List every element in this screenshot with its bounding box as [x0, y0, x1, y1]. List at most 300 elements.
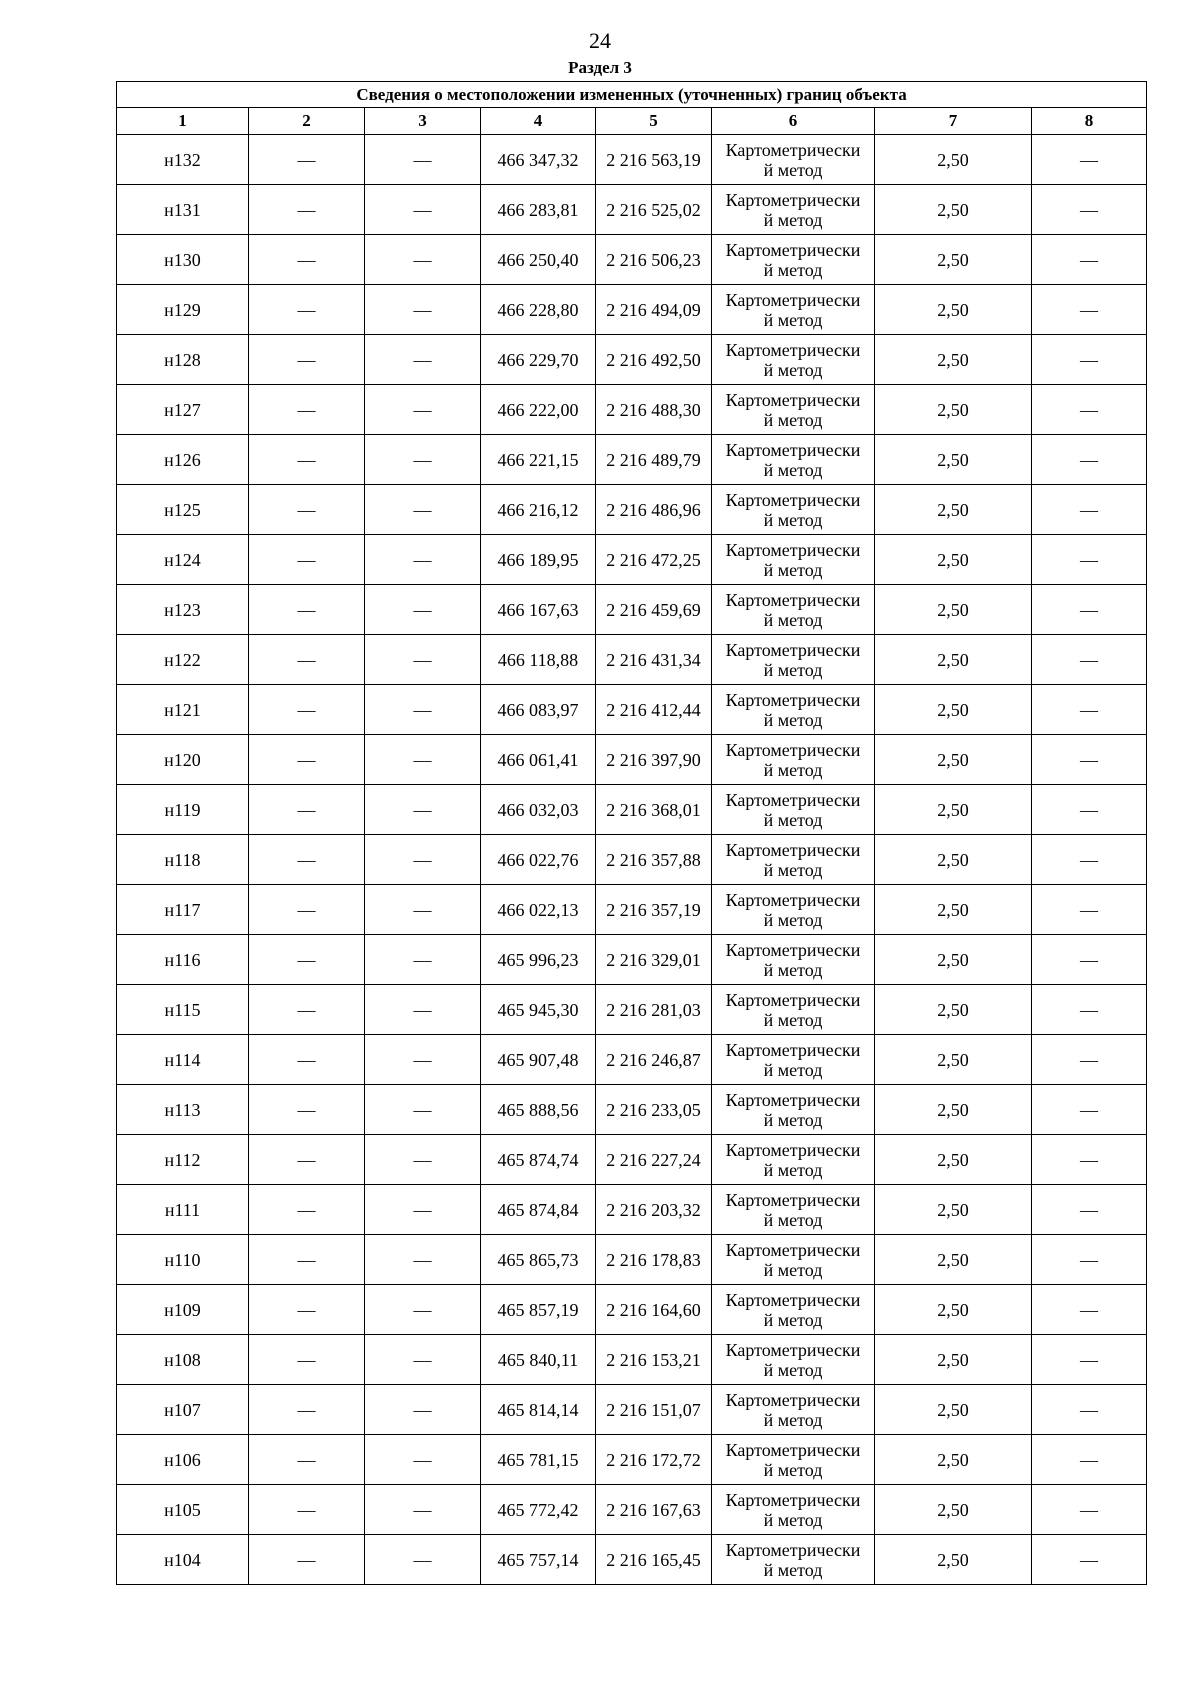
new-x-coordinate: 466 228,80 — [481, 285, 596, 335]
method-cell — [712, 535, 875, 585]
new-y-coordinate: 2 216 489,79 — [596, 435, 712, 485]
point-id: н120 — [117, 735, 249, 785]
new-x-coordinate: 466 083,97 — [481, 685, 596, 735]
method-line-2: й метод — [763, 1259, 823, 1280]
method-cell — [712, 1135, 875, 1185]
method-cell — [712, 985, 875, 1035]
point-id: н105 — [117, 1485, 249, 1535]
new-x-coordinate: 466 022,76 — [481, 835, 596, 885]
description-cell: — — [1032, 185, 1147, 235]
new-x-coordinate: 466 167,63 — [481, 585, 596, 635]
point-id: н108 — [117, 1335, 249, 1385]
method-line-1: Картометрически — [725, 489, 861, 510]
method-line-1: Картометрически — [725, 839, 861, 860]
method-line-2: й метод — [763, 309, 823, 330]
new-y-coordinate: 2 216 153,21 — [596, 1335, 712, 1385]
new-x-coordinate: 465 874,74 — [481, 1135, 596, 1185]
method-line-1: Картометрически — [725, 389, 861, 410]
old-y-cell: — — [365, 635, 481, 685]
method-line-1: Картометрически — [725, 1389, 861, 1410]
new-x-coordinate: 466 032,03 — [481, 785, 596, 835]
method-line-1: Картометрически — [725, 689, 861, 710]
precision-value: 2,50 — [875, 435, 1032, 485]
description-cell: — — [1032, 635, 1147, 685]
point-id: н122 — [117, 635, 249, 685]
table-row — [117, 1235, 1147, 1285]
table-row — [117, 285, 1147, 335]
method-line-1: Картометрически — [725, 1189, 861, 1210]
table-row — [117, 1485, 1147, 1535]
description-cell: — — [1032, 1535, 1147, 1585]
table-row — [117, 185, 1147, 235]
method-line-1: Картометрически — [725, 189, 861, 210]
method-cell — [712, 685, 875, 735]
old-x-cell: — — [249, 985, 365, 1035]
method-cell — [712, 1035, 875, 1085]
method-cell — [712, 1285, 875, 1335]
old-y-cell: — — [365, 1085, 481, 1135]
new-y-coordinate: 2 216 246,87 — [596, 1035, 712, 1085]
table-row — [117, 535, 1147, 585]
precision-value: 2,50 — [875, 1335, 1032, 1385]
new-x-coordinate: 465 857,19 — [481, 1285, 596, 1335]
old-x-cell: — — [249, 1535, 365, 1585]
old-y-cell: — — [365, 185, 481, 235]
method-line-2: й метод — [763, 759, 823, 780]
new-y-coordinate: 2 216 506,23 — [596, 235, 712, 285]
method-cell — [712, 335, 875, 385]
old-x-cell: — — [249, 885, 365, 935]
method-cell — [712, 835, 875, 885]
old-y-cell: — — [365, 1535, 481, 1585]
method-line-1: Картометрически — [725, 1289, 861, 1310]
table-row — [117, 785, 1147, 835]
precision-value: 2,50 — [875, 1535, 1032, 1585]
method-line-2: й метод — [763, 159, 823, 180]
precision-value: 2,50 — [875, 535, 1032, 585]
point-id: н127 — [117, 385, 249, 435]
method-cell — [712, 635, 875, 685]
old-y-cell: — — [365, 1435, 481, 1485]
old-y-cell: — — [365, 935, 481, 985]
description-cell: — — [1032, 885, 1147, 935]
old-x-cell: — — [249, 1085, 365, 1135]
precision-value: 2,50 — [875, 985, 1032, 1035]
old-x-cell: — — [249, 635, 365, 685]
method-line-2: й метод — [763, 209, 823, 230]
new-y-coordinate: 2 216 459,69 — [596, 585, 712, 635]
column-header: 7 — [875, 108, 1032, 135]
new-x-coordinate: 466 118,88 — [481, 635, 596, 685]
description-cell: — — [1032, 235, 1147, 285]
method-cell — [712, 1235, 875, 1285]
method-cell — [712, 885, 875, 935]
old-y-cell: — — [365, 1385, 481, 1435]
method-cell — [712, 585, 875, 635]
column-header: 5 — [596, 108, 712, 135]
method-cell — [712, 435, 875, 485]
precision-value: 2,50 — [875, 885, 1032, 935]
point-id: н125 — [117, 485, 249, 535]
table-row — [117, 735, 1147, 785]
new-x-coordinate: 466 216,12 — [481, 485, 596, 535]
column-number-row — [117, 108, 1147, 135]
table-row — [117, 935, 1147, 985]
method-line-2: й метод — [763, 1559, 823, 1580]
point-id: н118 — [117, 835, 249, 885]
old-y-cell: — — [365, 1335, 481, 1385]
new-x-coordinate: 465 907,48 — [481, 1035, 596, 1085]
table-row — [117, 1085, 1147, 1135]
new-y-coordinate: 2 216 525,02 — [596, 185, 712, 235]
old-y-cell: — — [365, 435, 481, 485]
table-row — [117, 685, 1147, 735]
method-line-2: й метод — [763, 1059, 823, 1080]
old-x-cell: — — [249, 585, 365, 635]
old-y-cell: — — [365, 335, 481, 385]
point-id: н113 — [117, 1085, 249, 1135]
method-line-1: Картометрически — [725, 139, 861, 160]
old-x-cell: — — [249, 1185, 365, 1235]
method-cell — [712, 285, 875, 335]
new-y-coordinate: 2 216 233,05 — [596, 1085, 712, 1135]
description-cell: — — [1032, 1035, 1147, 1085]
new-y-coordinate: 2 216 486,96 — [596, 485, 712, 535]
precision-value: 2,50 — [875, 835, 1032, 885]
method-line-1: Картометрически — [725, 989, 861, 1010]
table-row — [117, 1285, 1147, 1335]
table-row — [117, 1335, 1147, 1385]
method-line-2: й метод — [763, 409, 823, 430]
precision-value: 2,50 — [875, 485, 1032, 535]
method-line-2: й метод — [763, 859, 823, 880]
old-x-cell: — — [249, 1135, 365, 1185]
new-y-coordinate: 2 216 472,25 — [596, 535, 712, 585]
old-x-cell: — — [249, 485, 365, 535]
boundary-coordinates-table — [116, 81, 1147, 1585]
method-line-2: й метод — [763, 1459, 823, 1480]
point-id: н111 — [117, 1185, 249, 1235]
table-row — [117, 435, 1147, 485]
method-cell — [712, 185, 875, 235]
method-line-1: Картометрически — [725, 1139, 861, 1160]
point-id: н129 — [117, 285, 249, 335]
table-row — [117, 585, 1147, 635]
column-header: 2 — [249, 108, 365, 135]
description-cell: — — [1032, 1185, 1147, 1235]
method-line-1: Картометрически — [725, 789, 861, 810]
old-y-cell: — — [365, 785, 481, 835]
new-y-coordinate: 2 216 178,83 — [596, 1235, 712, 1285]
table-row — [117, 1535, 1147, 1585]
description-cell: — — [1032, 535, 1147, 585]
section-label: Раздел 3 — [568, 58, 632, 77]
page-number: 24 — [589, 28, 611, 53]
precision-value: 2,50 — [875, 135, 1032, 185]
precision-value: 2,50 — [875, 1135, 1032, 1185]
method-line-1: Картометрически — [725, 939, 861, 960]
point-id: н130 — [117, 235, 249, 285]
method-line-1: Картометрически — [725, 889, 861, 910]
new-x-coordinate: 465 757,14 — [481, 1535, 596, 1585]
new-y-coordinate: 2 216 488,30 — [596, 385, 712, 435]
method-line-2: й метод — [763, 1159, 823, 1180]
old-x-cell: — — [249, 135, 365, 185]
method-cell — [712, 785, 875, 835]
method-cell — [712, 1085, 875, 1135]
precision-value: 2,50 — [875, 235, 1032, 285]
method-line-2: й метод — [763, 1009, 823, 1030]
new-y-coordinate: 2 216 227,24 — [596, 1135, 712, 1185]
precision-value: 2,50 — [875, 1035, 1032, 1085]
description-cell: — — [1032, 835, 1147, 885]
new-x-coordinate: 466 347,32 — [481, 135, 596, 185]
description-cell: — — [1032, 385, 1147, 435]
new-y-coordinate: 2 216 281,03 — [596, 985, 712, 1035]
old-x-cell: — — [249, 735, 365, 785]
point-id: н119 — [117, 785, 249, 835]
old-x-cell: — — [249, 385, 365, 435]
point-id: н124 — [117, 535, 249, 585]
new-x-coordinate: 466 221,15 — [481, 435, 596, 485]
old-y-cell: — — [365, 585, 481, 635]
precision-value: 2,50 — [875, 585, 1032, 635]
precision-value: 2,50 — [875, 685, 1032, 735]
description-cell: — — [1032, 785, 1147, 835]
old-y-cell: — — [365, 1285, 481, 1335]
method-line-2: й метод — [763, 1309, 823, 1330]
precision-value: 2,50 — [875, 1285, 1032, 1335]
new-y-coordinate: 2 216 172,72 — [596, 1435, 712, 1485]
method-cell — [712, 1385, 875, 1435]
precision-value: 2,50 — [875, 1385, 1032, 1435]
method-line-1: Картометрически — [725, 439, 861, 460]
description-cell: — — [1032, 435, 1147, 485]
table-row — [117, 835, 1147, 885]
method-cell — [712, 1435, 875, 1485]
precision-value: 2,50 — [875, 185, 1032, 235]
method-line-2: й метод — [763, 1509, 823, 1530]
method-cell — [712, 1335, 875, 1385]
method-line-2: й метод — [763, 609, 823, 630]
new-x-coordinate: 465 945,30 — [481, 985, 596, 1035]
table-row — [117, 135, 1147, 185]
precision-value: 2,50 — [875, 785, 1032, 835]
old-x-cell: — — [249, 1035, 365, 1085]
method-cell — [712, 935, 875, 985]
old-y-cell: — — [365, 685, 481, 735]
column-header: 8 — [1032, 108, 1147, 135]
new-x-coordinate: 465 840,11 — [481, 1335, 596, 1385]
precision-value: 2,50 — [875, 285, 1032, 335]
old-y-cell: — — [365, 985, 481, 1035]
method-line-2: й метод — [763, 259, 823, 280]
method-cell — [712, 1485, 875, 1535]
new-y-coordinate: 2 216 151,07 — [596, 1385, 712, 1435]
old-x-cell: — — [249, 935, 365, 985]
old-x-cell: — — [249, 285, 365, 335]
description-cell: — — [1032, 335, 1147, 385]
new-x-coordinate: 465 772,42 — [481, 1485, 596, 1535]
old-x-cell: — — [249, 785, 365, 835]
precision-value: 2,50 — [875, 385, 1032, 435]
new-x-coordinate: 465 865,73 — [481, 1235, 596, 1285]
new-x-coordinate: 466 250,40 — [481, 235, 596, 285]
old-x-cell: — — [249, 1485, 365, 1535]
method-line-2: й метод — [763, 709, 823, 730]
point-id: н116 — [117, 935, 249, 985]
table-row — [117, 485, 1147, 535]
old-x-cell: — — [249, 535, 365, 585]
description-cell: — — [1032, 735, 1147, 785]
new-y-coordinate: 2 216 494,09 — [596, 285, 712, 335]
table-row — [117, 1035, 1147, 1085]
method-line-2: й метод — [763, 459, 823, 480]
method-line-1: Картометрически — [725, 239, 861, 260]
method-line-1: Картометрически — [725, 1439, 861, 1460]
old-y-cell: — — [365, 285, 481, 335]
method-line-2: й метод — [763, 809, 823, 830]
old-y-cell: — — [365, 885, 481, 935]
new-x-coordinate: 466 229,70 — [481, 335, 596, 385]
new-x-coordinate: 465 874,84 — [481, 1185, 596, 1235]
point-id: н123 — [117, 585, 249, 635]
new-y-coordinate: 2 216 329,01 — [596, 935, 712, 985]
table-row — [117, 335, 1147, 385]
description-cell: — — [1032, 985, 1147, 1035]
method-line-1: Картометрически — [725, 589, 861, 610]
description-cell: — — [1032, 1135, 1147, 1185]
old-x-cell: — — [249, 1235, 365, 1285]
method-line-2: й метод — [763, 659, 823, 680]
precision-value: 2,50 — [875, 1485, 1032, 1535]
description-cell: — — [1032, 1235, 1147, 1285]
old-y-cell: — — [365, 1485, 481, 1535]
method-cell — [712, 135, 875, 185]
old-y-cell: — — [365, 1135, 481, 1185]
new-y-coordinate: 2 216 164,60 — [596, 1285, 712, 1335]
new-y-coordinate: 2 216 492,50 — [596, 335, 712, 385]
description-cell: — — [1032, 585, 1147, 635]
new-x-coordinate: 466 061,41 — [481, 735, 596, 785]
table-title-row — [117, 82, 1147, 108]
old-x-cell: — — [249, 435, 365, 485]
table-row — [117, 385, 1147, 435]
new-x-coordinate: 465 888,56 — [481, 1085, 596, 1135]
description-cell: — — [1032, 1335, 1147, 1385]
point-id: н112 — [117, 1135, 249, 1185]
method-line-1: Картометрически — [725, 1489, 861, 1510]
new-y-coordinate: 2 216 563,19 — [596, 135, 712, 185]
method-cell — [712, 485, 875, 535]
new-y-coordinate: 2 216 397,90 — [596, 735, 712, 785]
table-row — [117, 1385, 1147, 1435]
precision-value: 2,50 — [875, 935, 1032, 985]
method-cell — [712, 1185, 875, 1235]
new-x-coordinate: 465 996,23 — [481, 935, 596, 985]
old-y-cell: — — [365, 235, 481, 285]
method-cell — [712, 385, 875, 435]
table-row — [117, 1185, 1147, 1235]
table-title: Сведения о местоположении измененных (уточненных) границ объекта — [117, 82, 1147, 108]
new-y-coordinate: 2 216 203,32 — [596, 1185, 712, 1235]
old-y-cell: — — [365, 385, 481, 435]
table-row — [117, 985, 1147, 1035]
method-line-2: й метод — [763, 909, 823, 930]
table-row — [117, 235, 1147, 285]
method-line-2: й метод — [763, 1359, 823, 1380]
point-id: н106 — [117, 1435, 249, 1485]
old-x-cell: — — [249, 335, 365, 385]
point-id: н114 — [117, 1035, 249, 1085]
new-y-coordinate: 2 216 357,88 — [596, 835, 712, 885]
table-row — [117, 1435, 1147, 1485]
method-cell — [712, 235, 875, 285]
method-line-1: Картометрически — [725, 1039, 861, 1060]
method-line-2: й метод — [763, 359, 823, 380]
new-y-coordinate: 2 216 368,01 — [596, 785, 712, 835]
old-y-cell: — — [365, 1235, 481, 1285]
old-x-cell: — — [249, 685, 365, 735]
old-y-cell: — — [365, 735, 481, 785]
precision-value: 2,50 — [875, 1235, 1032, 1285]
point-id: н104 — [117, 1535, 249, 1585]
method-line-1: Картометрически — [725, 1339, 861, 1360]
method-line-1: Картометрически — [725, 1539, 861, 1560]
description-cell: — — [1032, 1485, 1147, 1535]
precision-value: 2,50 — [875, 335, 1032, 385]
description-cell: — — [1032, 1435, 1147, 1485]
point-id: н109 — [117, 1285, 249, 1335]
new-x-coordinate: 466 189,95 — [481, 535, 596, 585]
description-cell: — — [1032, 285, 1147, 335]
old-x-cell: — — [249, 1435, 365, 1485]
table-row — [117, 885, 1147, 935]
table-row — [117, 635, 1147, 685]
method-line-1: Картометрически — [725, 1239, 861, 1260]
table-row — [117, 1135, 1147, 1185]
method-line-1: Картометрически — [725, 1089, 861, 1110]
method-line-2: й метод — [763, 1409, 823, 1430]
new-y-coordinate: 2 216 165,45 — [596, 1535, 712, 1585]
old-x-cell: — — [249, 1285, 365, 1335]
old-x-cell: — — [249, 1385, 365, 1435]
point-id: н115 — [117, 985, 249, 1035]
method-line-2: й метод — [763, 509, 823, 530]
description-cell: — — [1032, 485, 1147, 535]
point-id: н121 — [117, 685, 249, 735]
old-y-cell: — — [365, 1035, 481, 1085]
new-x-coordinate: 465 781,15 — [481, 1435, 596, 1485]
old-y-cell: — — [365, 485, 481, 535]
description-cell: — — [1032, 135, 1147, 185]
old-y-cell: — — [365, 835, 481, 885]
old-x-cell: — — [249, 1335, 365, 1385]
column-header: 1 — [117, 108, 249, 135]
method-cell — [712, 1535, 875, 1585]
new-y-coordinate: 2 216 431,34 — [596, 635, 712, 685]
old-x-cell: — — [249, 835, 365, 885]
method-line-2: й метод — [763, 1109, 823, 1130]
description-cell: — — [1032, 1285, 1147, 1335]
point-id: н128 — [117, 335, 249, 385]
old-y-cell: — — [365, 135, 481, 185]
method-line-1: Картометрически — [725, 739, 861, 760]
description-cell: — — [1032, 935, 1147, 985]
point-id: н132 — [117, 135, 249, 185]
method-line-2: й метод — [763, 1209, 823, 1230]
precision-value: 2,50 — [875, 1185, 1032, 1235]
